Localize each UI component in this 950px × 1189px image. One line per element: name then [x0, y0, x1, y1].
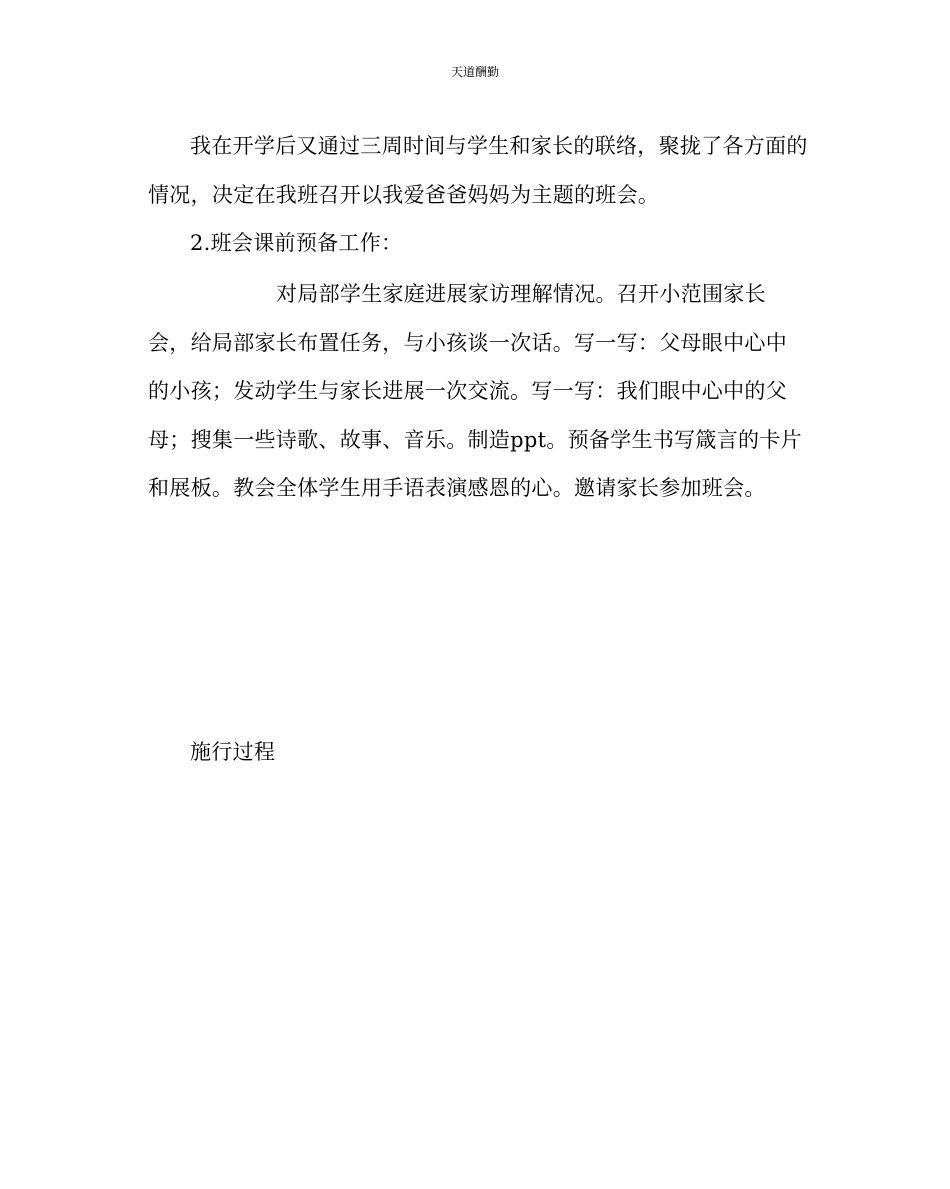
section-heading-implementation: 施行过程	[190, 740, 276, 764]
page-header: 天道酬勤	[450, 65, 499, 79]
paragraph-intro: 我在开学后又通过三周时间与学生和家长的联络，聚拢了各方面的情况，决定在我班召开以我爱爸爸妈妈为主题的班会。	[148, 134, 808, 207]
section-heading-preparation: 2.班会课前预备工作：	[190, 231, 403, 255]
paragraph-preparation-details: 对局部学生家庭进展家访理解情况。召开小范围家长会，给局部家长布置任务，与小孩谈一次话。写一写：父母眼中心中的小孩；发动学生与家长进展一次交流。写一写：我们眼中心中的父母；搜集一些诗歌、故事、音乐。制造ppt。预备学生书写箴言的卡片和展板。教会全体学生用手语表演感恩的心。邀请家长参加班会。	[148, 282, 802, 500]
